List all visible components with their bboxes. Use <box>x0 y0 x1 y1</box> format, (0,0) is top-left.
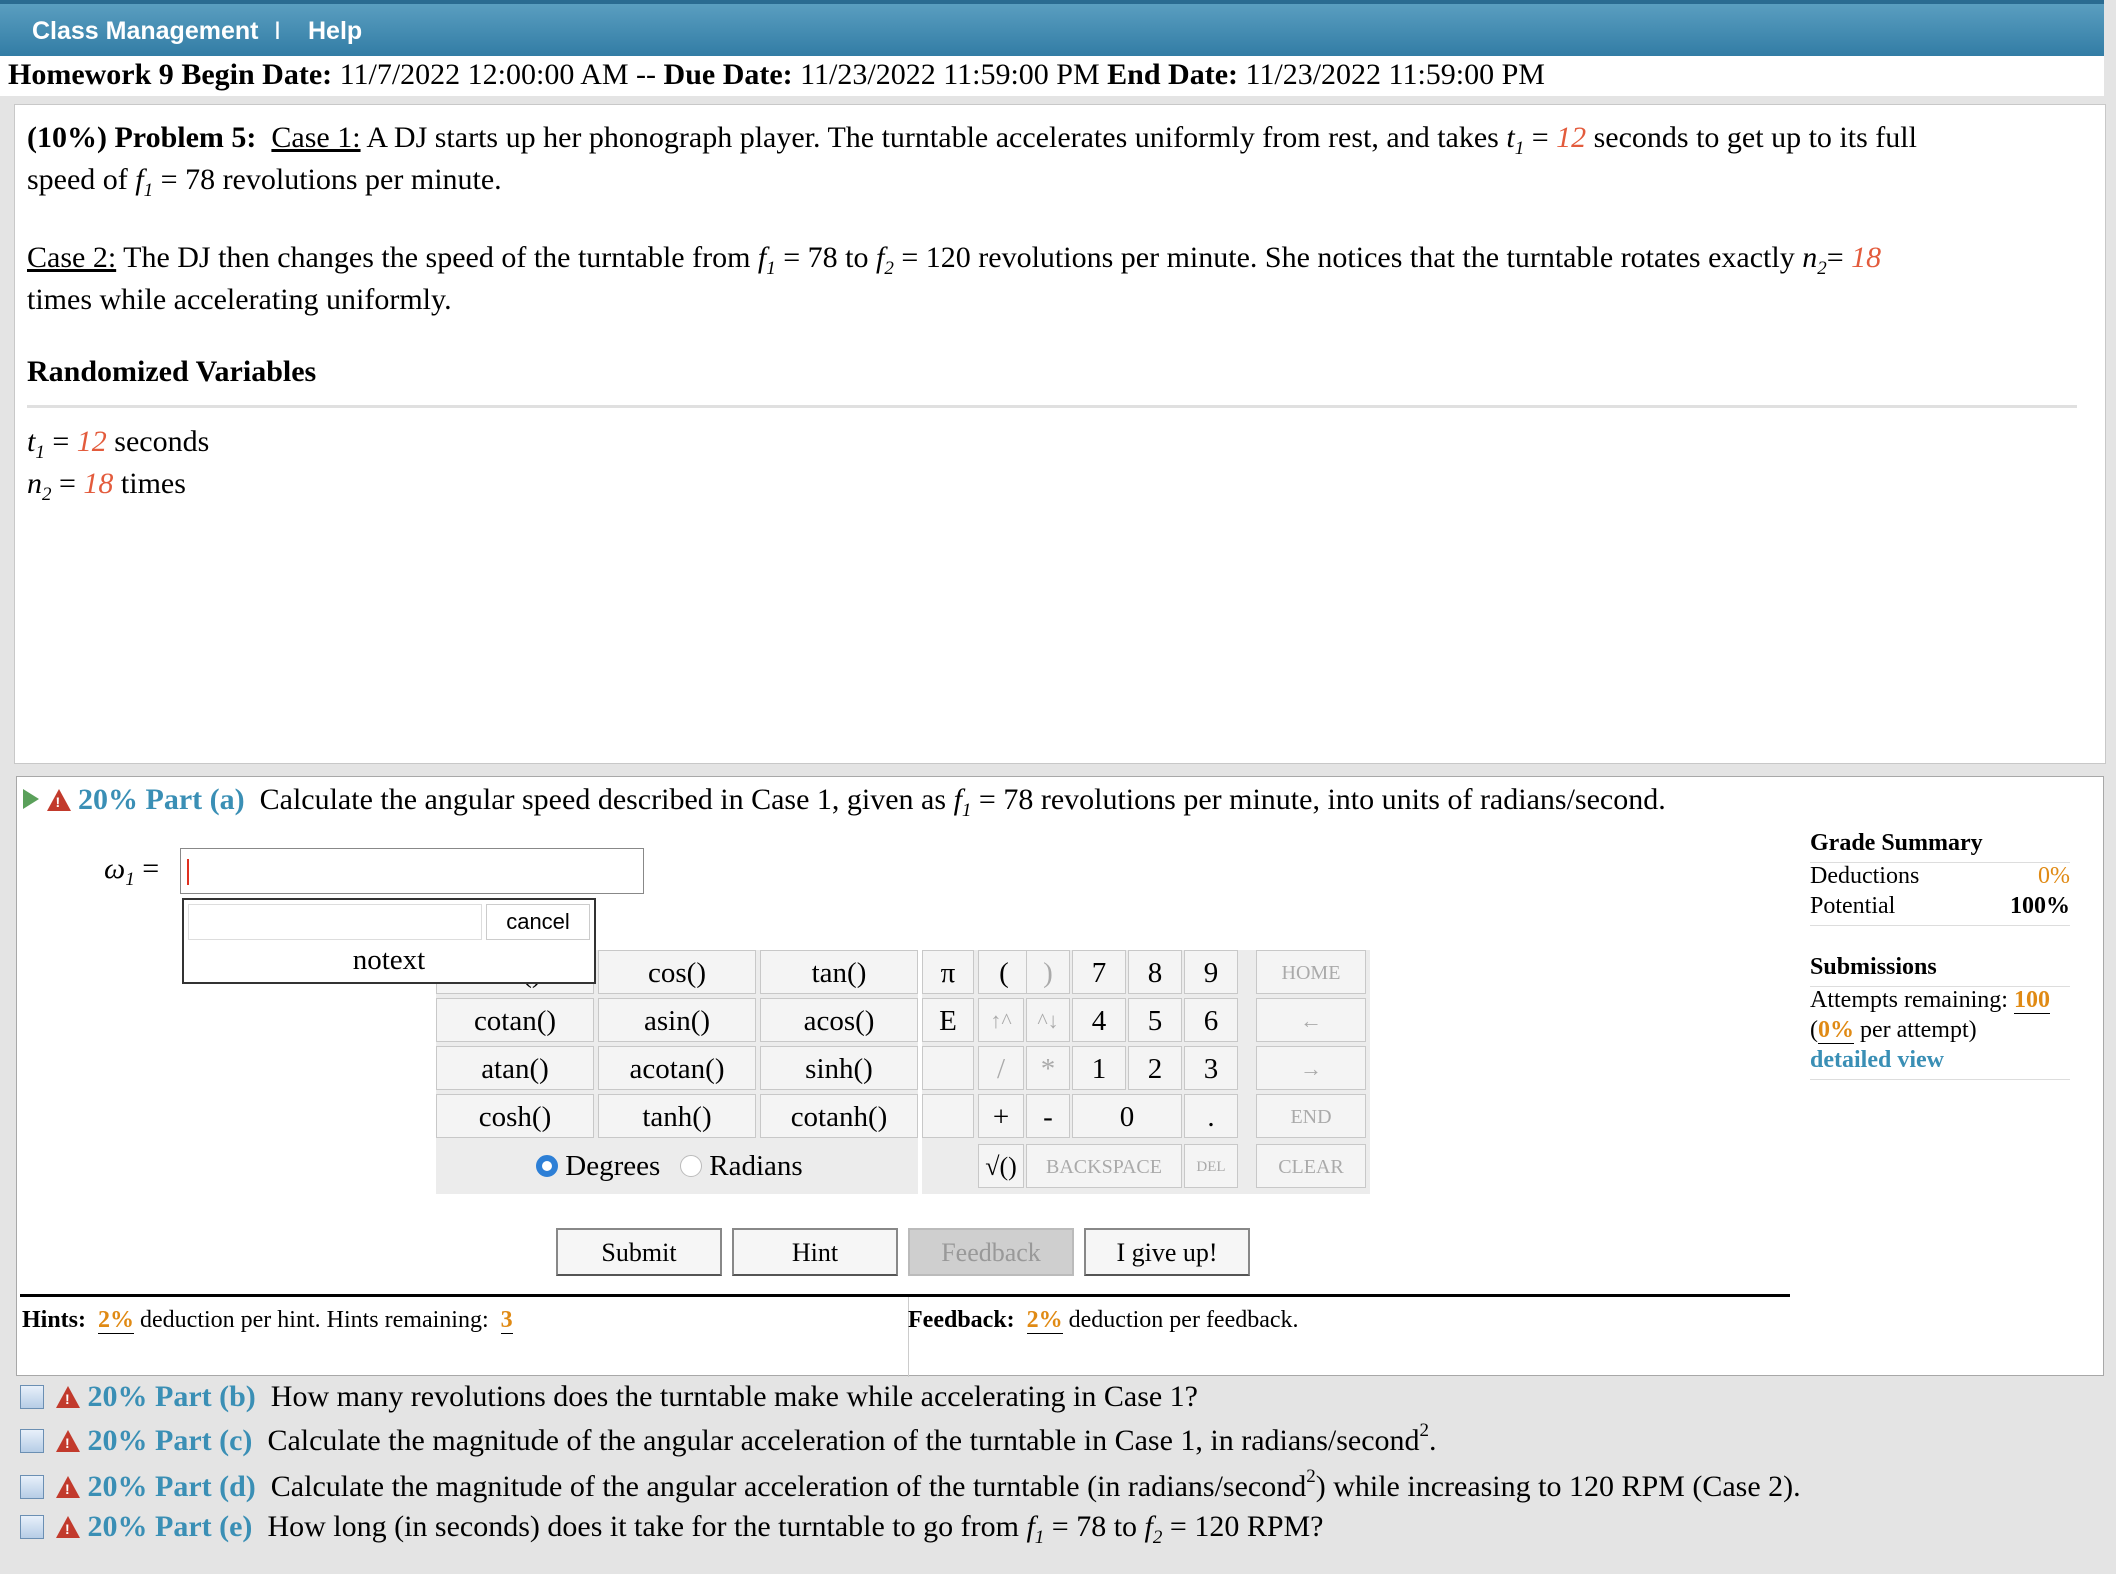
key-sqrt[interactable]: √() <box>978 1144 1024 1188</box>
collapsed-part-icon[interactable] <box>20 1475 44 1499</box>
part-e-weight: 20% Part (e) <box>87 1510 253 1543</box>
key-star[interactable]: * <box>1026 1046 1070 1090</box>
key-acotan[interactable]: acotan() <box>598 1046 756 1090</box>
randomized-variables-heading: Randomized Variables <box>27 355 317 388</box>
hints-deduction: 2% <box>98 1307 135 1333</box>
attempts-value: 100 <box>2013 987 2050 1013</box>
angle-mode <box>436 1144 918 1190</box>
f2-value: 120 <box>925 241 971 274</box>
degrees-label: Degrees <box>565 1150 661 1182</box>
feedback-info <box>908 1307 1299 1334</box>
problem-case1-line2: speed of $f_1 = 78$ revolutions per minute. <box>27 163 502 201</box>
warning-icon <box>47 789 71 811</box>
give-up-button[interactable]: I give up! <box>1084 1228 1250 1276</box>
key-tan[interactable]: tan() <box>760 950 918 994</box>
key-0[interactable]: 0 <box>1072 1094 1182 1138</box>
potential-value: 100% <box>2010 893 2070 919</box>
per-attempt-row: (0% per attempt) <box>1810 1017 1977 1043</box>
part-d-question: Calculate the magnitude of the angular acceleration of the turntable (in radians/second <box>270 1470 1307 1503</box>
radians-label: Radians <box>709 1150 803 1182</box>
grade-summary-title: Grade Summary <box>1810 830 2070 863</box>
key-cos[interactable]: cos() <box>598 950 756 994</box>
homework-header <box>0 56 2104 96</box>
part-c-weight: 20% Part (c) <box>87 1424 253 1457</box>
hints-label: Hints: <box>22 1307 87 1333</box>
feedback-deduction: 2% <box>1026 1307 1063 1333</box>
function-keypad <box>436 950 918 1194</box>
key-backspace[interactable]: BACKSPACE <box>1026 1144 1182 1188</box>
collapsed-part-icon[interactable] <box>20 1385 44 1409</box>
potential-row <box>1810 893 2070 926</box>
grade-summary <box>1810 830 2070 1080</box>
part-c-sup: 2 <box>1419 1420 1430 1441</box>
hints-text: deduction per hint. Hints remaining: <box>134 1307 495 1333</box>
f1-value: 78 <box>185 163 216 196</box>
part-d-tail: ) while increasing to 120 RPM (Case 2). <box>1315 1470 1801 1503</box>
key-7[interactable]: 7 <box>1072 950 1126 994</box>
part-e-tail: RPM? <box>1239 1510 1324 1543</box>
radians-radio[interactable] <box>680 1155 702 1177</box>
part-a-text: Calculate the angular speed described in Case 1, given as <box>259 783 954 816</box>
nav-separator: I <box>274 17 281 45</box>
key-1[interactable]: 1 <box>1072 1046 1126 1090</box>
case1-text-b: seconds to get up to its full <box>1586 121 1917 154</box>
answer-label: $\omega_1$ = <box>104 852 160 890</box>
key-down-arrow[interactable]: ^↓ <box>1026 998 1070 1042</box>
key-blank <box>922 1046 974 1090</box>
deductions-label: Deductions <box>1810 863 1920 889</box>
hint-button[interactable]: Hint <box>732 1228 898 1276</box>
var-t1: $t_1 = 12$ seconds <box>27 425 210 463</box>
key-cosh[interactable]: cosh() <box>436 1094 594 1138</box>
homework-name: Homework 9 <box>8 58 174 91</box>
key-minus[interactable]: - <box>1026 1094 1070 1138</box>
part-a-question: ! 20% Part (a) Calculate the angular speed described in Case 1, given as $f_1 = 78$ revolutions per minute, into units of radians/second. <box>23 783 1666 822</box>
begin-date-label: Begin Date: <box>181 58 333 91</box>
case2-text-c: revolutions per minute. She notices that the turntable rotates exactly <box>970 241 1803 274</box>
answer-input[interactable] <box>180 848 644 894</box>
var-t1-unit: seconds <box>106 425 210 458</box>
problem-weight: (10%) <box>27 121 107 154</box>
key-e[interactable]: E <box>922 998 974 1042</box>
expand-arrow-icon[interactable] <box>23 789 39 809</box>
n2-value: 18 <box>1851 241 1882 274</box>
part-b-row[interactable] <box>20 1380 1198 1414</box>
key-plus[interactable]: + <box>978 1094 1024 1138</box>
part-a-weight: 20% Part (a) <box>78 783 245 816</box>
case2-label: Case 2: <box>27 241 117 274</box>
part-d-row[interactable] <box>20 1466 1801 1504</box>
key-5[interactable]: 5 <box>1128 998 1182 1042</box>
part-d-weight: 20% Part (d) <box>87 1470 256 1503</box>
omega-sub: 1 <box>125 869 135 890</box>
hints-feedback-bar <box>20 1294 1790 1379</box>
divider <box>27 405 2077 408</box>
due-date-label: Due Date: <box>663 58 793 91</box>
var-t1-value: 12 <box>76 425 107 458</box>
key-4[interactable]: 4 <box>1072 998 1126 1042</box>
feedback-text: deduction per feedback. <box>1062 1307 1299 1333</box>
problem-title: Problem 5: <box>114 121 257 154</box>
problem-case2: Case 2: The DJ then changes the speed of the turntable from $f_1 = 78$ to $f_2 = 120$ revolutions per minute. She notices that the turntable rotates exactly $n_2= 18$ <box>27 241 1882 279</box>
key-9[interactable]: 9 <box>1184 950 1238 994</box>
cancel-button[interactable]: cancel <box>486 904 590 940</box>
key-blank-2 <box>922 1094 974 1138</box>
warning-icon <box>56 1476 80 1498</box>
class-management-link[interactable]: Class Management <box>32 17 259 45</box>
omega-symbol: ω <box>104 852 126 885</box>
problem-case2-line2: times while accelerating uniformly. <box>27 283 452 316</box>
case1-text: A DJ starts up her phonograph player. The turntable accelerates uniformly from rest, and takes <box>360 121 1507 154</box>
part-b-question: How many revolutions does the turntable make while accelerating in Case 1? <box>270 1380 1198 1413</box>
end-date-label: End Date: <box>1107 58 1238 91</box>
left-arrow-icon[interactable]: ← <box>1256 998 1366 1042</box>
problem-case1: (10%) Problem 5: Case 1: A DJ starts up her phonograph player. The turntable accelerates uniformly from rest, and takes $t_1 = 12$ seconds to get up to its full <box>27 121 1917 159</box>
feedback-label: Feedback: <box>908 1307 1015 1333</box>
key-home[interactable]: HOME <box>1256 950 1366 994</box>
potential-label: Potential <box>1810 893 1896 919</box>
key-atan[interactable]: atan() <box>436 1046 594 1090</box>
per-attempt-value: 0% <box>1818 1017 1854 1043</box>
warning-icon <box>56 1516 80 1538</box>
key-decimal[interactable]: . <box>1184 1094 1238 1138</box>
per-attempt-text: per attempt) <box>1854 1017 1977 1043</box>
key-close-paren[interactable]: ) <box>1026 950 1070 994</box>
case1-label: Case 1: <box>271 121 361 154</box>
collapsed-part-icon[interactable] <box>20 1515 44 1539</box>
part-a-text-b: revolutions per minute, into units of radians/second. <box>1033 783 1666 816</box>
autocomplete-dropdown <box>182 898 596 984</box>
case1-line2: speed of <box>27 163 136 196</box>
degrees-radio[interactable] <box>536 1155 558 1177</box>
numeric-keypad <box>922 950 1370 1194</box>
due-date-value: 11/23/2022 11:59:00 PM <box>800 58 1100 91</box>
submit-button[interactable]: Submit <box>556 1228 722 1276</box>
var-n2-value: 18 <box>83 467 114 500</box>
key-del[interactable]: DEL <box>1184 1144 1238 1188</box>
key-3[interactable]: 3 <box>1184 1046 1238 1090</box>
key-asin[interactable]: asin() <box>598 998 756 1042</box>
case2-text-b: to <box>837 241 877 274</box>
warning-icon <box>56 1430 80 1452</box>
help-link[interactable]: Help <box>308 17 363 45</box>
key-open-paren[interactable]: ( <box>978 950 1030 994</box>
radians-option[interactable] <box>680 1150 803 1183</box>
key-clear[interactable]: CLEAR <box>1256 1144 1366 1188</box>
part-c-tail: . <box>1429 1424 1437 1457</box>
t1-value: 12 <box>1556 121 1587 154</box>
case2-f1-value: 78 <box>807 241 838 274</box>
key-8[interactable]: 8 <box>1128 950 1182 994</box>
part-d-sup: 2 <box>1306 1466 1316 1487</box>
case1-line2-end: revolutions per minute. <box>215 163 502 196</box>
collapsed-part-icon[interactable] <box>20 1429 44 1453</box>
submissions-title: Submissions <box>1810 954 2070 987</box>
case2-text-a: The DJ then changes the speed of the turntable from <box>116 241 758 274</box>
hints-remaining: 3 <box>500 1307 513 1333</box>
problem-panel <box>14 104 2106 764</box>
key-cotanh[interactable]: cotanh() <box>760 1094 918 1138</box>
part-a-f1-value: 78 <box>1003 783 1034 816</box>
right-arrow-icon[interactable]: → <box>1256 1046 1366 1090</box>
key-cotan[interactable]: cotan() <box>436 998 594 1042</box>
notext-item[interactable]: notext <box>352 944 426 976</box>
key-6[interactable]: 6 <box>1184 998 1238 1042</box>
part-e-f2-value: 120 <box>1194 1510 1240 1543</box>
key-up-arrow[interactable]: ↑^ <box>978 998 1024 1042</box>
key-sinh[interactable]: sinh() <box>760 1046 918 1090</box>
var-n2: $n_2 = 18$ times <box>27 467 186 505</box>
dropdown-input[interactable] <box>188 904 482 940</box>
part-c-row[interactable] <box>20 1420 1437 1458</box>
deductions-value: 0% <box>2038 863 2070 889</box>
degrees-option[interactable] <box>536 1150 660 1183</box>
part-b-weight: 20% Part (b) <box>87 1380 256 1413</box>
var-n2-unit: times <box>113 467 186 500</box>
hints-info <box>22 1307 513 1334</box>
key-pi[interactable]: π <box>922 950 974 994</box>
part-e-row[interactable]: ! 20% Part (e) How long (in seconds) does it take for the turntable to go from $f_1 = 78$ to $f_2 = 120$ RPM? <box>20 1510 1324 1549</box>
key-acos[interactable]: acos() <box>760 998 918 1042</box>
key-2[interactable]: 2 <box>1128 1046 1182 1090</box>
begin-date-value: 11/7/2022 12:00:00 AM -- <box>339 58 657 91</box>
key-tanh[interactable]: tanh() <box>598 1094 756 1138</box>
text-caret <box>187 859 189 885</box>
part-e-question: How long (in seconds) does it take for the turntable to go from <box>267 1510 1027 1543</box>
attempts-label: Attempts remaining: <box>1810 987 2014 1013</box>
key-end[interactable]: END <box>1256 1094 1366 1138</box>
deductions-row <box>1810 863 2070 893</box>
feedback-button[interactable]: Feedback <box>908 1228 1074 1276</box>
part-e-f1-value: 78 <box>1076 1510 1107 1543</box>
key-slash[interactable]: / <box>978 1046 1024 1090</box>
top-nav-bar <box>0 0 2104 60</box>
detailed-view-link[interactable]: detailed view <box>1810 1047 2070 1080</box>
warning-icon <box>56 1386 80 1408</box>
part-c-question: Calculate the magnitude of the angular acceleration of the turntable in Case 1, in radians/second <box>267 1424 1420 1457</box>
attempts-row <box>1810 987 2070 1017</box>
end-date-value: 11/23/2022 11:59:00 PM <box>1245 58 1545 91</box>
